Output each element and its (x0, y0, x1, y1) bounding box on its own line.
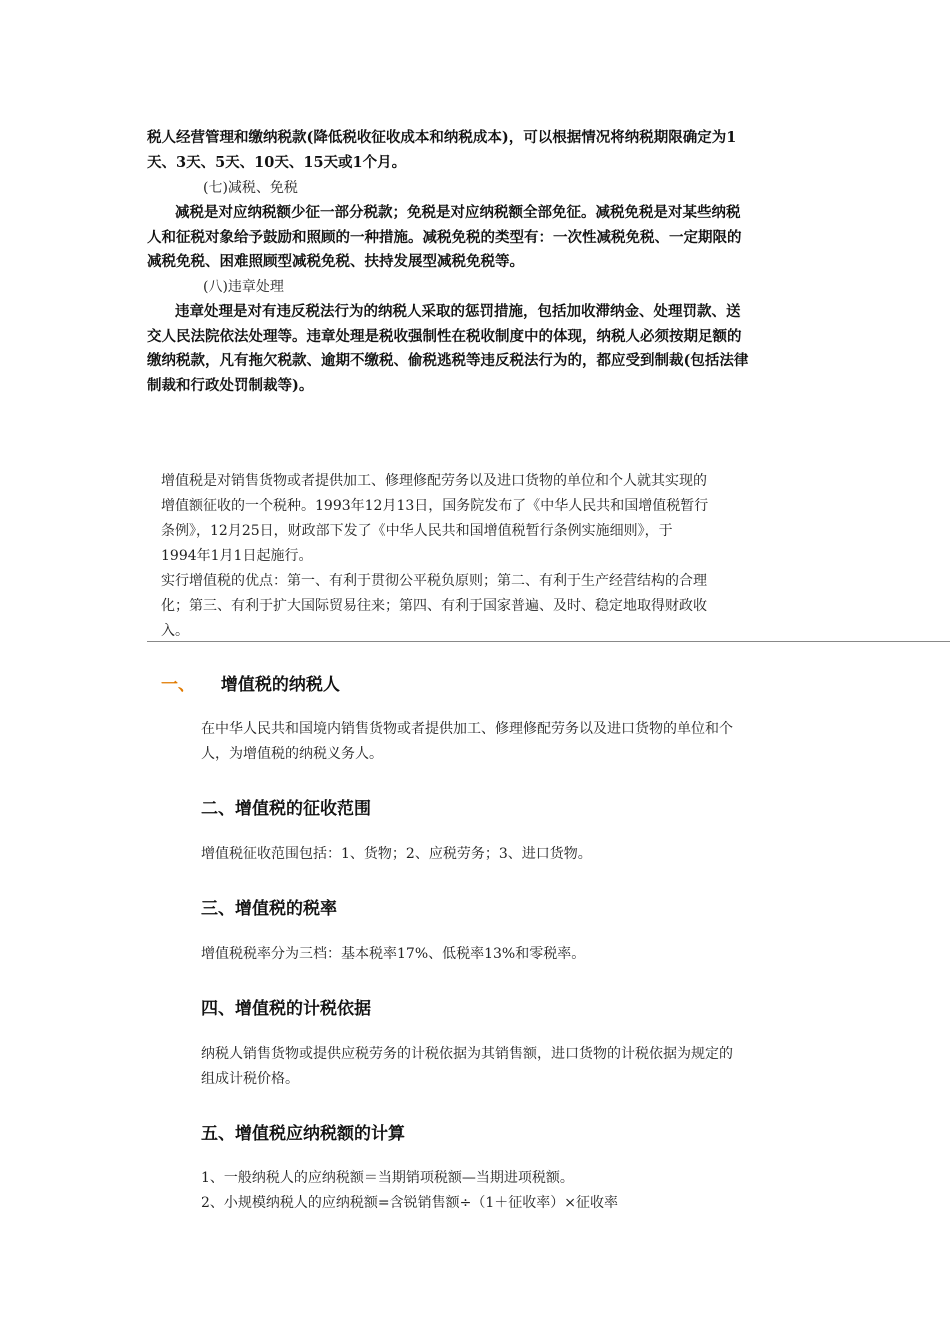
paragraph-violation (147, 300, 817, 398)
text-line: 天、3天、5天、10天、15天或1个月。 (147, 153, 407, 171)
section-text-scope: 增值税征收范围包括：1、货物；2、应税劳务；3、进口货物。 (201, 846, 592, 862)
text-line: 1、一般纳税人的应纳税额＝当期销项税额—当期进项税额。 (201, 1170, 574, 1186)
section-text-rate: 增值税税率分为三档：基本税率17%、低税率13%和零税率。 (201, 946, 586, 962)
text-line: 人，为增值税的纳税义务人。 (201, 746, 383, 762)
text-line: 交人民法院依法处理等。违章处理是税收强制性在税收制度中的体现，纳税人必须按期足额的 (147, 327, 742, 345)
text-line: 减税免税、困难照顾型减税免税、扶持发展型减税免税等。 (147, 253, 524, 270)
text-line: 条例》，12月25日，财政部下发了《中华人民共和国增值税暂行条例实施细则》，于 (161, 523, 673, 539)
section-text-basis (201, 1042, 811, 1092)
text-line: 增值额征收的一个税种。1993年12月13日，国务院发布了《中华人民共和国增值税暂行 (161, 498, 709, 514)
section-heading-taxpayer (161, 670, 340, 695)
text-line: 纳税人销售货物或提供应税劳务的计税依据为其销售额，进口货物的计税依据为规定的 (201, 1046, 733, 1062)
section-heading-rate: 三、增值税的税率 (201, 899, 337, 919)
subheading-tax-reduction: (七)减税、免税 (203, 180, 298, 196)
text-line: 制裁和行政处罚制裁等)。 (147, 376, 314, 394)
section-title: 增值税的纳税人 (220, 675, 340, 695)
paragraph-tax-period (147, 126, 817, 175)
text-line: 1994年1月1日起施行。 (161, 548, 313, 564)
text-line: 税人经营管理和缴纳税款(降低税收征收成本和纳税成本)，可以根据情况将纳税期限确定为1 (147, 129, 737, 146)
text-line: 2、小规模纳税人的应纳税额=含锐销售额÷（1＋征收率）×征收率 (201, 1195, 619, 1211)
subheading-violation: (八)违章处理 (203, 279, 284, 295)
text-line: 人和征税对象给予鼓励和照顾的一种措施。减税免税的类型有：一次性减税免税、一定期限的 (147, 228, 742, 246)
section-heading-basis: 四、增值税的计税依据 (201, 999, 371, 1019)
text-line: 违章处理是对有违反税法行为的纳税人采取的惩罚措施，包括加收滞纳金、处理罚款、送 (175, 303, 741, 320)
section-heading-scope: 二、增值税的征收范围 (201, 799, 371, 819)
paragraph-tax-reduction (147, 201, 817, 275)
text-line: 在中华人民共和国境内销售货物或者提供加工、修理修配劳务以及进口货物的单位和个 (201, 721, 733, 737)
text-line: 缴纳税款，凡有拖欠税款、逾期不缴税、偷税逃税等违反税法行为的，都应受到制裁(包括法律 (147, 352, 749, 369)
section-text-taxpayer (201, 717, 811, 767)
section-number: 一、 (161, 675, 195, 695)
text-line: 化；第三、有利于扩大国际贸易往来；第四、有利于国家普遍、及时、稳定地取得财政收 (161, 598, 707, 614)
section-heading-calculation: 五、增值税应纳税额的计算 (201, 1124, 405, 1144)
text-line: 减税是对应纳税额少征一部分税款；免税是对应纳税额全部免征。减税免税是对某些纳税 (175, 204, 741, 221)
text-line: 增值税是对销售货物或者提供加工、修理修配劳务以及进口货物的单位和个人就其实现的 (161, 473, 707, 489)
text-line: 组成计税价格。 (201, 1071, 299, 1087)
section-text-calculation (201, 1166, 811, 1216)
text-line: 实行增值税的优点：第一、有利于贯彻公平税负原则；第二、有利于生产经营结构的合理 (161, 573, 707, 589)
text-line: 入。 (161, 623, 189, 639)
horizontal-divider (147, 641, 950, 642)
intro-paragraph (161, 469, 801, 644)
